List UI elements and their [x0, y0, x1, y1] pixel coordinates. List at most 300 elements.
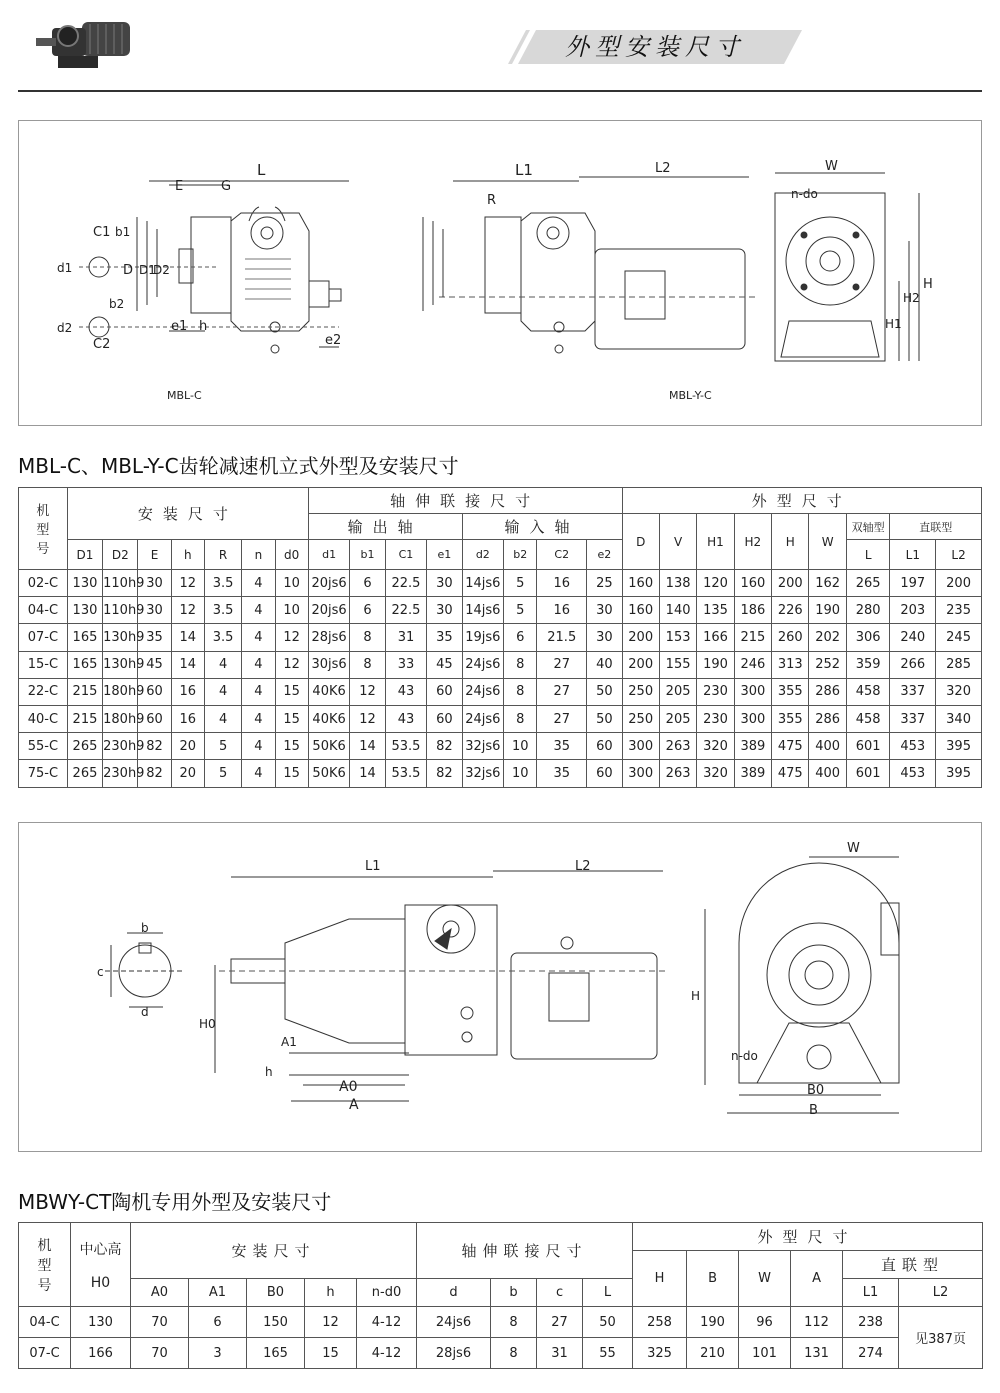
col-d2: d2 [462, 540, 504, 570]
table-cell: 4 [242, 651, 275, 678]
table-cell: 135 [697, 597, 734, 624]
table-cell: 400 [809, 733, 846, 760]
table-cell: 337 [890, 705, 936, 732]
row-model: 07-C [19, 1338, 71, 1369]
header-rule [18, 90, 982, 92]
drawing-mbwy-ct [18, 822, 982, 1152]
dim-label: e2 [325, 333, 342, 348]
table-cell: 165 [67, 651, 102, 678]
table-cell: 200 [772, 570, 809, 597]
table-cell: 15 [275, 733, 308, 760]
row-model: 02-C [19, 570, 68, 597]
table-cell: 190 [697, 651, 734, 678]
dim-label: h [199, 319, 208, 334]
table-cell: 15 [305, 1338, 357, 1369]
table-cell: 4 [204, 651, 241, 678]
table1-title: MBL-C、MBL-Y-C齿轮减速机立式外型及安装尺寸 [18, 454, 459, 478]
table-cell: 3.5 [204, 624, 241, 651]
table-cell: 12 [305, 1307, 357, 1338]
table-cell: 35 [427, 624, 462, 651]
table-cell: 16 [537, 570, 587, 597]
table-cell: 475 [772, 733, 809, 760]
table-cell: 325 [633, 1338, 687, 1369]
table-cell: 190 [687, 1307, 739, 1338]
dim-label: e1 [171, 319, 188, 334]
group-direct-type: 直联型 [890, 514, 982, 540]
table-cell: 27 [537, 651, 587, 678]
table-cell: 12 [350, 705, 385, 732]
table-cell: 10 [504, 733, 537, 760]
table-cell: 355 [772, 705, 809, 732]
page-title: 外型安装尺寸 [565, 33, 745, 61]
table-cell: 166 [71, 1338, 131, 1369]
table-row [19, 570, 982, 597]
dim-label: H [691, 989, 701, 1003]
row-model: 22-C [19, 678, 68, 705]
table-cell: 200 [622, 651, 659, 678]
table-cell: 6 [350, 570, 385, 597]
col-c: c [537, 1279, 583, 1307]
table-cell: 260 [772, 624, 809, 651]
dim-label: B0 [807, 1083, 825, 1098]
table-row [19, 624, 982, 651]
table-cell: 35 [537, 760, 587, 787]
table-cell: 19js6 [462, 624, 504, 651]
table-cell: 162 [809, 570, 846, 597]
view-label-mbl-c: MBL-C [167, 389, 202, 402]
table-cell: 60 [587, 733, 622, 760]
table-cell: 6 [504, 624, 537, 651]
table-cell: 300 [622, 760, 659, 787]
mbl-table-body [19, 570, 982, 788]
dim-label: H0 [199, 1017, 216, 1031]
table-cell: 286 [809, 705, 846, 732]
table-cell: 160 [734, 570, 771, 597]
col-A0: A0 [131, 1279, 189, 1307]
table-cell: 12 [171, 597, 204, 624]
table-cell: 286 [809, 678, 846, 705]
dim-label: L1 [515, 161, 533, 179]
table-cell: 50 [583, 1307, 633, 1338]
dim-label: W [847, 841, 860, 856]
dim-label: d2 [57, 321, 73, 335]
table-cell: 20js6 [308, 597, 350, 624]
table-cell: 14js6 [462, 570, 504, 597]
col-E: E [138, 540, 171, 570]
col-e1: e1 [427, 540, 462, 570]
row-model: 04-C [19, 597, 68, 624]
table-cell: 30 [587, 624, 622, 651]
table-cell: 337 [890, 678, 936, 705]
table-cell: 8 [504, 678, 537, 705]
table-cell: 40K6 [308, 705, 350, 732]
table-cell: 30js6 [308, 651, 350, 678]
col-n-d0: n-d0 [357, 1279, 417, 1307]
group-double-shaft: 双轴型 [846, 514, 890, 540]
col-B: B [687, 1251, 739, 1307]
table-cell: 60 [138, 705, 171, 732]
col-d1: d1 [308, 540, 350, 570]
table-cell: 263 [659, 733, 696, 760]
dim-label: n-do [791, 187, 818, 201]
dim-label: D2 [153, 263, 170, 277]
table-cell: 4 [242, 597, 275, 624]
col-W: W [809, 514, 846, 570]
table-cell: 10 [275, 597, 308, 624]
table-cell: 5 [504, 570, 537, 597]
table-cell: 40 [587, 651, 622, 678]
table-cell: 226 [772, 597, 809, 624]
table-cell: 60 [138, 678, 171, 705]
table-cell: 12 [275, 651, 308, 678]
col-n: n [242, 540, 275, 570]
table-cell: 96 [739, 1307, 791, 1338]
table-cell: 458 [846, 705, 890, 732]
table2-title: MBWY-CT陶机专用外型及安装尺寸 [18, 1190, 332, 1214]
table-cell: 8 [504, 705, 537, 732]
table-cell: 28js6 [417, 1338, 491, 1369]
table-cell: 140 [659, 597, 696, 624]
table-cell: 27 [537, 678, 587, 705]
table-cell: 6 [189, 1307, 247, 1338]
table-cell: 30 [138, 570, 171, 597]
dim-label: A0 [339, 1079, 358, 1095]
dim-label: D [123, 263, 134, 278]
table-cell: 30 [427, 597, 462, 624]
table-row [19, 1307, 983, 1338]
table-cell: 4 [242, 760, 275, 787]
dim-label: G [221, 179, 232, 194]
dim-label: R [487, 193, 497, 208]
table-cell: 12 [275, 624, 308, 651]
table-cell: 200 [622, 624, 659, 651]
col-A1: A1 [189, 1279, 247, 1307]
col-h: h [171, 540, 204, 570]
table-cell: 8 [491, 1338, 537, 1369]
table-cell: 120 [697, 570, 734, 597]
table-cell: 22.5 [385, 597, 427, 624]
table-cell: 238 [843, 1307, 899, 1338]
table-row [19, 597, 982, 624]
table-cell: 14js6 [462, 597, 504, 624]
table-cell: 475 [772, 760, 809, 787]
table-cell: 32js6 [462, 733, 504, 760]
col-R: R [204, 540, 241, 570]
table-cell: 28js6 [308, 624, 350, 651]
table-cell: 230h9 [103, 760, 138, 787]
table-cell: 395 [936, 733, 982, 760]
col-b1: b1 [350, 540, 385, 570]
table-cell: 30 [138, 597, 171, 624]
table-cell: 263 [659, 760, 696, 787]
table-cell: 31 [537, 1338, 583, 1369]
col-L: L [583, 1279, 633, 1307]
table-cell: 389 [734, 733, 771, 760]
table-cell: 180h9 [103, 705, 138, 732]
col-h: h [305, 1279, 357, 1307]
table-cell: 601 [846, 733, 890, 760]
dim-label: H2 [903, 291, 920, 305]
table-cell: 138 [659, 570, 696, 597]
table-cell: 6 [350, 597, 385, 624]
mbwy-technical-drawing [19, 823, 983, 1153]
table-cell: 202 [809, 624, 846, 651]
table-cell: 8 [350, 624, 385, 651]
table-cell: 131 [791, 1338, 843, 1369]
table-cell: 265 [67, 760, 102, 787]
group-install-dims: 安装尺寸 [67, 488, 308, 540]
table-row [19, 733, 982, 760]
table-cell: 250 [622, 705, 659, 732]
table-cell: 235 [936, 597, 982, 624]
table-cell: 43 [385, 678, 427, 705]
row-model: 55-C [19, 733, 68, 760]
header-model-number: 机 型 号 [19, 1223, 71, 1307]
table-cell: 340 [936, 705, 982, 732]
table-cell: 50K6 [308, 733, 350, 760]
group-shaft-dims: 轴伸联接尺寸 [308, 488, 622, 514]
table-cell: 24js6 [462, 651, 504, 678]
table-cell: 453 [890, 733, 936, 760]
table-cell: 197 [890, 570, 936, 597]
table-cell: 82 [138, 733, 171, 760]
dim-label: A [349, 1097, 359, 1113]
table-cell: 70 [131, 1338, 189, 1369]
table-cell: 265 [67, 733, 102, 760]
table-cell: 453 [890, 760, 936, 787]
table-cell: 16 [171, 705, 204, 732]
table-cell: 4 [242, 570, 275, 597]
dim-label: L2 [655, 161, 671, 176]
col-V: V [659, 514, 696, 570]
dim-label: L2 [575, 859, 591, 874]
dim-label: E [175, 179, 184, 194]
table-cell: 3.5 [204, 570, 241, 597]
table-cell: 355 [772, 678, 809, 705]
col-C1: C1 [385, 540, 427, 570]
table-cell: 205 [659, 678, 696, 705]
dim-label: A1 [281, 1035, 297, 1049]
col-d0: d0 [275, 540, 308, 570]
dim-label: L [257, 161, 266, 179]
table-cell: 70 [131, 1307, 189, 1338]
table-cell: 43 [385, 705, 427, 732]
table-row [19, 651, 982, 678]
table-row [19, 705, 982, 732]
table-cell: 130h9 [103, 651, 138, 678]
col-H1: H1 [697, 514, 734, 570]
table-cell: 230 [697, 678, 734, 705]
col-D: D [622, 514, 659, 570]
table-cell: 110h9 [103, 597, 138, 624]
table-cell: 45 [427, 651, 462, 678]
table-cell: 300 [734, 705, 771, 732]
col-L1: L1 [843, 1279, 899, 1307]
table-cell: 50 [587, 705, 622, 732]
dim-label: h [265, 1065, 273, 1079]
row-model: 75-C [19, 760, 68, 787]
mbl-dimension-table [18, 487, 982, 788]
dim-label: b2 [109, 297, 125, 311]
table-cell: 230 [697, 705, 734, 732]
table-cell: 230h9 [103, 733, 138, 760]
col-d: d [417, 1279, 491, 1307]
table-cell: 130h9 [103, 624, 138, 651]
col-H2: H2 [734, 514, 771, 570]
table-cell: 4 [204, 678, 241, 705]
header-center-height: 中心高 H0 [71, 1223, 131, 1307]
table-cell: 165 [67, 624, 102, 651]
dim-label: H1 [885, 317, 902, 331]
table-cell: 320 [936, 678, 982, 705]
group-input-shaft: 输入轴 [462, 514, 622, 540]
table-cell: 21.5 [537, 624, 587, 651]
table-cell: 24js6 [417, 1307, 491, 1338]
table-cell: 150 [247, 1307, 305, 1338]
dim-label: H [923, 277, 933, 292]
col-L: L [846, 540, 890, 570]
view-label-mbl-y-c: MBL-Y-C [669, 389, 712, 402]
table-cell: 313 [772, 651, 809, 678]
table-cell: 4-12 [357, 1338, 417, 1369]
table-cell: 265 [846, 570, 890, 597]
dim-label: c [97, 965, 104, 979]
table-cell: 190 [809, 597, 846, 624]
dim-label: B [809, 1103, 818, 1118]
table-cell: 3.5 [204, 597, 241, 624]
table-cell: 4 [204, 705, 241, 732]
dim-label: C1 [93, 225, 111, 240]
row-model: 40-C [19, 705, 68, 732]
table-cell: 50K6 [308, 760, 350, 787]
dim-label: D1 [139, 263, 156, 277]
table-cell: 27 [537, 705, 587, 732]
table-cell: 82 [138, 760, 171, 787]
table-cell: 245 [936, 624, 982, 651]
table-cell: 153 [659, 624, 696, 651]
table-row [19, 760, 982, 787]
table-cell: 50 [587, 678, 622, 705]
group-outline-dims: 外型尺寸 [622, 488, 982, 514]
row-model: 04-C [19, 1307, 71, 1338]
table-cell: 20 [171, 760, 204, 787]
table-cell: 210 [687, 1338, 739, 1369]
col-b2: b2 [504, 540, 537, 570]
table-cell: 82 [427, 760, 462, 787]
table-cell: 53.5 [385, 760, 427, 787]
table-cell: 258 [633, 1307, 687, 1338]
table-cell: 15 [275, 705, 308, 732]
table-cell: 3 [189, 1338, 247, 1369]
table-cell: 40K6 [308, 678, 350, 705]
table-cell: 215 [734, 624, 771, 651]
col-D1: D1 [67, 540, 102, 570]
table-row [19, 1338, 983, 1369]
table-cell: 14 [171, 624, 204, 651]
table-cell: 300 [734, 678, 771, 705]
table-cell: 14 [350, 760, 385, 787]
dim-label: d1 [57, 261, 73, 275]
table-row [19, 678, 982, 705]
table-cell: 274 [843, 1338, 899, 1369]
mbwy-dimension-table [18, 1222, 983, 1369]
table-cell: 60 [587, 760, 622, 787]
table-cell: 395 [936, 760, 982, 787]
table-cell: 10 [275, 570, 308, 597]
table-cell: 4 [242, 705, 275, 732]
table-cell: 250 [622, 678, 659, 705]
table-cell: 215 [67, 678, 102, 705]
col-B0: B0 [247, 1279, 305, 1307]
table-cell: 12 [350, 678, 385, 705]
table-cell: 45 [138, 651, 171, 678]
table-cell: 285 [936, 651, 982, 678]
motor-thumbnail-icon [30, 8, 140, 80]
table-cell: 27 [537, 1307, 583, 1338]
table-cell: 601 [846, 760, 890, 787]
header-model-number: 机 型 号 [19, 488, 68, 570]
table-cell: 180h9 [103, 678, 138, 705]
table-cell: 15 [275, 760, 308, 787]
table-cell: 4 [242, 624, 275, 651]
table-cell: 22.5 [385, 570, 427, 597]
table-cell: 14 [171, 651, 204, 678]
dim-label: C2 [93, 337, 111, 352]
table-cell: 55 [583, 1338, 633, 1369]
table-cell: 110h9 [103, 570, 138, 597]
table-cell: 25 [587, 570, 622, 597]
table-cell: 16 [537, 597, 587, 624]
table-cell: 160 [622, 570, 659, 597]
table-cell: 165 [247, 1338, 305, 1369]
table-cell: 24js6 [462, 705, 504, 732]
table-cell: 155 [659, 651, 696, 678]
table-cell: 200 [936, 570, 982, 597]
col-W: W [739, 1251, 791, 1307]
table-cell: 205 [659, 705, 696, 732]
table-cell: 5 [204, 760, 241, 787]
dim-label: b1 [115, 225, 131, 239]
table-cell: 8 [350, 651, 385, 678]
col-C2: C2 [537, 540, 587, 570]
row-model: 07-C [19, 624, 68, 651]
table-cell: 400 [809, 760, 846, 787]
table-cell: 35 [138, 624, 171, 651]
table-cell: 215 [67, 705, 102, 732]
table-cell: 24js6 [462, 678, 504, 705]
table-cell: 130 [67, 570, 102, 597]
col-L2: L2 [899, 1279, 983, 1307]
table-cell: 12 [171, 570, 204, 597]
group-shaft-dims: 轴伸联接尺寸 [417, 1223, 633, 1279]
table-cell: 320 [697, 760, 734, 787]
table-cell: 306 [846, 624, 890, 651]
table-cell: 35 [537, 733, 587, 760]
group-outline-dims: 外型尺寸 [633, 1223, 983, 1251]
table-cell: 186 [734, 597, 771, 624]
dim-label: b [141, 921, 149, 935]
dim-label: n-do [731, 1049, 758, 1063]
group-direct-type: 直联型 [843, 1251, 983, 1279]
table-cell: 10 [504, 760, 537, 787]
table-cell: 20 [171, 733, 204, 760]
group-install-dims: 安装尺寸 [131, 1223, 417, 1279]
table-cell: 4 [242, 678, 275, 705]
table-cell: 8 [491, 1307, 537, 1338]
col-L1: L1 [890, 540, 936, 570]
mbwy-table-body [19, 1307, 983, 1369]
table-cell: 4 [242, 733, 275, 760]
